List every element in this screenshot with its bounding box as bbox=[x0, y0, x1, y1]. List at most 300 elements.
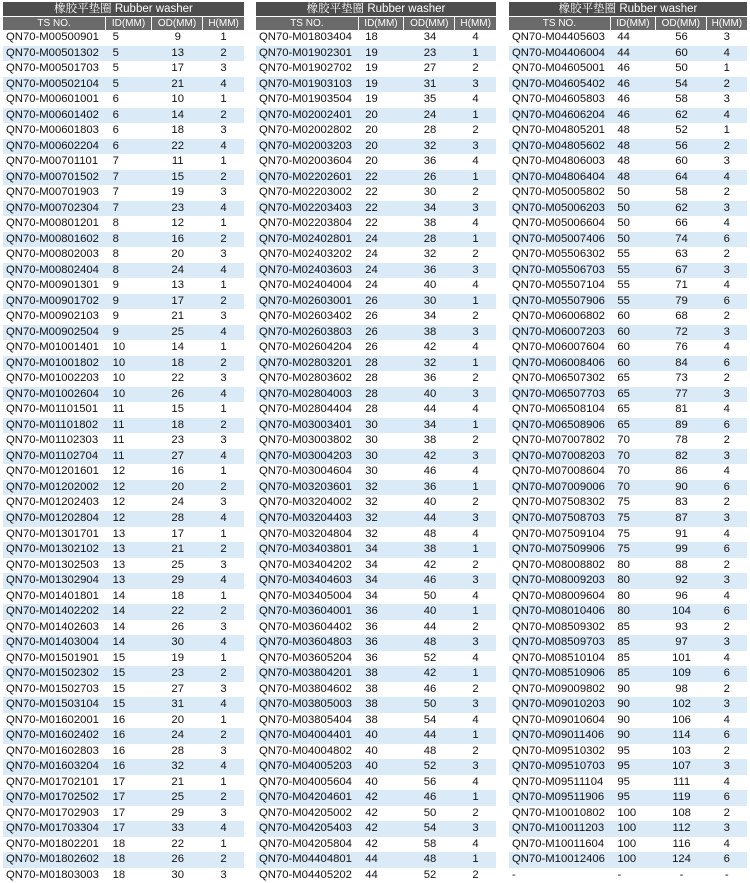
table-body bbox=[3, 30, 244, 883]
table-cell: QN70-M03003401 bbox=[259, 418, 352, 431]
table-cell: 32 bbox=[171, 760, 184, 773]
table-cell: 6 bbox=[723, 605, 730, 618]
table-cell: 16 bbox=[171, 465, 184, 478]
table-cell: 90 bbox=[675, 480, 688, 493]
table-row bbox=[509, 713, 747, 729]
table-cell: 72 bbox=[675, 325, 688, 338]
table-cell: 81 bbox=[675, 403, 688, 416]
table-cell: 4 bbox=[723, 217, 730, 230]
table-cell: 60 bbox=[675, 155, 688, 168]
table-cell: QN70-M08009203 bbox=[512, 574, 605, 587]
table-cell: 38 bbox=[365, 713, 378, 726]
table-cell: QN70-M04606204 bbox=[512, 108, 605, 121]
table-cell: QN70-M00501302 bbox=[6, 46, 99, 59]
table-cell: 27 bbox=[171, 682, 184, 695]
table-cell: 2 bbox=[220, 170, 227, 183]
table-cell: 12 bbox=[112, 496, 126, 509]
table-row bbox=[256, 775, 496, 791]
table-cell: QN70-M01102303 bbox=[6, 434, 99, 447]
table-cell: 95 bbox=[617, 760, 630, 773]
table-cell: 96 bbox=[675, 589, 688, 602]
table-cell: QN70-M02203002 bbox=[259, 186, 352, 199]
table-cell: 119 bbox=[672, 791, 691, 804]
table-cell: 3 bbox=[472, 139, 479, 152]
table-cell: 82 bbox=[675, 449, 688, 462]
table-cell: 22 bbox=[365, 170, 378, 183]
table-cell: 13 bbox=[112, 527, 126, 540]
table-cell: 2 bbox=[472, 248, 479, 261]
table-row bbox=[256, 77, 496, 93]
table-cell: 52 bbox=[675, 124, 688, 137]
table-cell: QN70-M10010802 bbox=[512, 806, 605, 819]
table-cell: 4 bbox=[472, 589, 479, 602]
table-cell: 19 bbox=[171, 651, 184, 664]
table-row bbox=[509, 449, 747, 465]
table-cell: QN70-M03004203 bbox=[259, 449, 352, 462]
table-row bbox=[256, 542, 496, 558]
table-cell: 38 bbox=[423, 325, 437, 338]
table-cell: 11 bbox=[171, 155, 184, 168]
table-row bbox=[256, 728, 496, 744]
table-cell: 46 bbox=[617, 93, 630, 106]
table-cell: 28 bbox=[365, 372, 378, 385]
table-cell: 108 bbox=[672, 806, 691, 819]
column-header: TS NO. bbox=[3, 17, 106, 30]
table-cell: 2 bbox=[472, 186, 479, 199]
table-cell: 60 bbox=[617, 356, 630, 369]
table-cell: 56 bbox=[675, 139, 688, 152]
table-cell: 90 bbox=[617, 698, 630, 711]
table-row bbox=[3, 480, 244, 496]
table-cell: 34 bbox=[423, 310, 437, 323]
table-cell: QN70-M07509104 bbox=[512, 527, 605, 540]
table-cell: 2 bbox=[220, 46, 227, 59]
table-cell: QN70-M01302102 bbox=[6, 543, 99, 556]
table-row bbox=[509, 759, 747, 775]
table-cell: QN70-M03405004 bbox=[259, 589, 352, 602]
table-row bbox=[509, 744, 747, 760]
table-row bbox=[3, 558, 244, 574]
table-row bbox=[509, 371, 747, 387]
table-row bbox=[3, 139, 244, 155]
table-cell: 14 bbox=[112, 620, 126, 633]
table-cell: 13 bbox=[171, 279, 184, 292]
table-cell: QN70-M07509906 bbox=[512, 543, 605, 556]
table-cell: 73 bbox=[675, 372, 688, 385]
table-cell: 2 bbox=[472, 124, 479, 137]
table-cell: 3 bbox=[472, 511, 479, 524]
table-cell: 65 bbox=[617, 418, 630, 431]
table-cell: 28 bbox=[423, 232, 437, 245]
table-cell: QN70-M08510906 bbox=[512, 667, 605, 680]
table-cell: 19 bbox=[365, 93, 378, 106]
table-row bbox=[256, 806, 496, 822]
table-cell: 70 bbox=[617, 449, 630, 462]
table-cell: 12 bbox=[112, 511, 126, 524]
table-cell: 92 bbox=[675, 574, 688, 587]
table-row bbox=[509, 651, 747, 667]
table-cell: 17 bbox=[112, 791, 126, 804]
table-cell: QN70-M01702101 bbox=[6, 775, 99, 788]
table-cell: 6 bbox=[112, 93, 119, 106]
table-cell: QN70-M03604001 bbox=[259, 605, 352, 618]
table-cell: QN70-M00501703 bbox=[6, 62, 99, 75]
table-cell: 42 bbox=[365, 822, 378, 835]
table-cell: 42 bbox=[423, 341, 437, 354]
table-body bbox=[256, 30, 496, 883]
table-cell: QN70-M01802201 bbox=[6, 837, 99, 850]
table-cell: QN70-M02804404 bbox=[259, 403, 352, 416]
table-cell: QN70-M01902702 bbox=[259, 62, 352, 75]
table-cell: QN70-M00902103 bbox=[6, 310, 99, 323]
table-cell: 21 bbox=[171, 543, 184, 556]
table-cell: QN70-M00601803 bbox=[6, 124, 99, 137]
table-cell: 3 bbox=[220, 434, 227, 447]
table-row bbox=[3, 837, 244, 853]
table-row bbox=[256, 527, 496, 543]
table-row bbox=[3, 108, 244, 124]
table-cell: QN70-M05007406 bbox=[512, 232, 605, 245]
table-cell: 1 bbox=[220, 341, 227, 354]
table-row bbox=[509, 92, 747, 108]
table-cell: QN70-M03804602 bbox=[259, 682, 352, 695]
table-cell: 1 bbox=[220, 775, 227, 788]
table-cell: QN70-M02403603 bbox=[259, 263, 352, 276]
table-cell: QN70-M01602001 bbox=[6, 713, 99, 726]
table-title: 橡胶平垫圈 Rubber washer bbox=[509, 2, 747, 16]
table-cell: QN70-M08010406 bbox=[512, 605, 605, 618]
table-cell: QN70-M04004802 bbox=[259, 744, 352, 757]
table-cell: 42 bbox=[365, 791, 378, 804]
table-cell: 67 bbox=[675, 263, 688, 276]
table-row bbox=[256, 852, 496, 868]
table-cell: 4 bbox=[472, 527, 479, 540]
table-cell: 1 bbox=[220, 31, 227, 43]
table-row bbox=[256, 790, 496, 806]
table-cell: 101 bbox=[672, 651, 691, 664]
table-cell: 32 bbox=[365, 496, 378, 509]
table-row bbox=[509, 418, 747, 434]
table-cell: 9 bbox=[112, 279, 119, 292]
table-row bbox=[256, 247, 496, 263]
table-row bbox=[3, 92, 244, 108]
column-header: TS NO. bbox=[256, 17, 359, 30]
table-cell: 4 bbox=[220, 511, 227, 524]
table-row bbox=[509, 558, 747, 574]
table-cell: QN70-M09010604 bbox=[512, 713, 605, 726]
table-cell: 4 bbox=[723, 465, 730, 478]
table-cell: 15 bbox=[112, 651, 126, 664]
table-cell: 13 bbox=[112, 558, 126, 571]
table-cell: 63 bbox=[675, 248, 688, 261]
table-cell: 20 bbox=[365, 124, 378, 137]
table-cell: 56 bbox=[423, 775, 437, 788]
table-cell: QN70-M09510302 bbox=[512, 744, 605, 757]
table-cell: QN70-M00901301 bbox=[6, 279, 99, 292]
table-cell: 4 bbox=[220, 636, 227, 649]
table-cell: 36 bbox=[423, 372, 437, 385]
table-cell: 62 bbox=[675, 201, 688, 214]
table-row bbox=[3, 852, 244, 868]
table-cell: 90 bbox=[617, 682, 630, 695]
table-cell: 38 bbox=[365, 682, 378, 695]
table-cell: 19 bbox=[365, 46, 378, 59]
table-cell: 70 bbox=[617, 465, 630, 478]
table-cell: 55 bbox=[617, 248, 630, 261]
table-cell: 34 bbox=[365, 574, 378, 587]
table-cell: 4 bbox=[220, 574, 227, 587]
column-header: ID(MM) bbox=[106, 17, 152, 30]
table-row bbox=[256, 139, 496, 155]
table-cell: 15 bbox=[112, 682, 126, 695]
table-cell: 18 bbox=[112, 837, 126, 850]
table-cell: QN70-M08509302 bbox=[512, 620, 605, 633]
table-cell: QN70-M06008406 bbox=[512, 356, 605, 369]
table-cell: 2 bbox=[220, 480, 227, 493]
table-cell: 4 bbox=[723, 527, 730, 540]
table-cell: QN70-M04805602 bbox=[512, 139, 605, 152]
table-cell: 19 bbox=[171, 186, 184, 199]
table-cell: QN70-M02402801 bbox=[259, 232, 352, 245]
table-cell: 1 bbox=[472, 46, 479, 59]
table-row bbox=[3, 325, 244, 341]
table-row bbox=[509, 185, 747, 201]
table-cell: 17 bbox=[171, 62, 184, 75]
table-cell: - bbox=[679, 868, 684, 881]
table-cell: 2 bbox=[723, 77, 730, 90]
table-cell: QN70-M07009006 bbox=[512, 480, 605, 493]
table-row bbox=[509, 232, 747, 248]
table-cell: QN70-M00601402 bbox=[6, 108, 99, 121]
table-row bbox=[256, 837, 496, 853]
table-cell: 11 bbox=[112, 403, 125, 416]
table-cell: QN70-M05006604 bbox=[512, 217, 605, 230]
table-row bbox=[509, 108, 747, 124]
table-row bbox=[509, 77, 747, 93]
table-cell: QN70-M03403801 bbox=[259, 543, 352, 556]
table-cell: 4 bbox=[472, 217, 479, 230]
table-cell: 2 bbox=[723, 372, 730, 385]
table-cell: QN70-M08509703 bbox=[512, 636, 605, 649]
table-row bbox=[509, 123, 747, 139]
table-cell: 2 bbox=[472, 310, 479, 323]
table-cell: 24 bbox=[171, 496, 184, 509]
table-cell: 38 bbox=[423, 217, 437, 230]
table-row bbox=[256, 371, 496, 387]
column-header: H(MM) bbox=[711, 18, 743, 29]
table-cell: 2 bbox=[723, 434, 730, 447]
table-cell: QN70-M01301701 bbox=[6, 527, 99, 540]
table-cell: QN70-M01101501 bbox=[6, 403, 99, 416]
table-cell: 1 bbox=[472, 480, 479, 493]
table-cell: 2 bbox=[220, 667, 227, 680]
table-cell: 2 bbox=[220, 791, 227, 804]
table-cell: 22 bbox=[171, 605, 184, 618]
table-cell: QN70-M00802404 bbox=[6, 263, 99, 276]
table-cell: 3 bbox=[723, 698, 730, 711]
table-cell: 14 bbox=[171, 108, 184, 121]
table-cell: 32 bbox=[423, 248, 437, 261]
table-body bbox=[509, 30, 747, 883]
table-cell: 4 bbox=[723, 108, 730, 121]
table-cell: QN70-M01403004 bbox=[6, 636, 99, 649]
table-row bbox=[3, 371, 244, 387]
table-cell: 30 bbox=[171, 868, 184, 881]
table-row bbox=[256, 480, 496, 496]
table-cell: 1 bbox=[723, 124, 730, 137]
table-cell: 46 bbox=[617, 108, 630, 121]
table-cell: QN70-M01202403 bbox=[6, 496, 99, 509]
table-cell: 6 bbox=[723, 853, 730, 866]
rubber-washer-spec-sheet bbox=[3, 2, 747, 881]
table-cell: QN70-M04204601 bbox=[259, 791, 352, 804]
table-cell: 93 bbox=[675, 620, 688, 633]
table-cell: 91 bbox=[675, 527, 688, 540]
table-row bbox=[509, 154, 747, 170]
table-row bbox=[3, 294, 244, 310]
table-cell: QN70-M06507302 bbox=[512, 372, 605, 385]
table-row bbox=[509, 340, 747, 356]
table-cell: QN70-M04605402 bbox=[512, 77, 605, 90]
table-row bbox=[3, 790, 244, 806]
table-row bbox=[509, 46, 747, 62]
table-cell: 20 bbox=[171, 713, 184, 726]
table-cell: QN70-M05506302 bbox=[512, 248, 605, 261]
table-row bbox=[256, 46, 496, 62]
table-cell: 114 bbox=[672, 729, 691, 742]
table-cell: 60 bbox=[617, 310, 630, 323]
table-cell: QN70-M01101802 bbox=[6, 418, 99, 431]
table-row bbox=[509, 542, 747, 558]
table-cell: 32 bbox=[365, 511, 378, 524]
table-row bbox=[256, 30, 496, 46]
table-cell: 4 bbox=[472, 31, 479, 43]
table-cell: 4 bbox=[220, 77, 227, 90]
table-cell: QN70-M02803602 bbox=[259, 372, 352, 385]
table-header bbox=[3, 16, 244, 30]
table-row bbox=[256, 666, 496, 682]
table-row bbox=[509, 278, 747, 294]
table-cell: 3 bbox=[723, 263, 730, 276]
table-cell: 32 bbox=[423, 356, 437, 369]
table-cell: 18 bbox=[171, 356, 184, 369]
table-row bbox=[509, 402, 747, 418]
table-row bbox=[509, 821, 747, 837]
table-cell: QN70-M09511906 bbox=[512, 791, 605, 804]
table-cell: 62 bbox=[675, 108, 688, 121]
table-row bbox=[3, 46, 244, 62]
table-cell: 90 bbox=[617, 729, 630, 742]
table-cell: 2 bbox=[220, 232, 227, 245]
table-cell: QN70-M10011604 bbox=[512, 837, 605, 850]
table-cell: QN70-M07007802 bbox=[512, 434, 605, 447]
table-cell: 4 bbox=[723, 341, 730, 354]
table-cell: 2 bbox=[220, 356, 227, 369]
table-cell: 1 bbox=[472, 108, 479, 121]
table-cell: QN70-M09009802 bbox=[512, 682, 605, 695]
table-cell: 3 bbox=[723, 325, 730, 338]
table-cell: 1 bbox=[220, 155, 227, 168]
table-cell: 97 bbox=[675, 636, 688, 649]
table-cell: 60 bbox=[617, 341, 630, 354]
table-cell: 24 bbox=[171, 729, 184, 742]
table-cell: 4 bbox=[472, 155, 479, 168]
table-cell: QN70-M03404202 bbox=[259, 558, 352, 571]
table-row bbox=[3, 806, 244, 822]
table-cell: QN70-M00901702 bbox=[6, 294, 99, 307]
table-cell: 2 bbox=[723, 496, 730, 509]
washer-table-2 bbox=[256, 2, 496, 883]
table-row bbox=[3, 775, 244, 791]
table-cell: 40 bbox=[423, 605, 437, 618]
table-cell: 89 bbox=[675, 418, 688, 431]
table-cell: 4 bbox=[472, 837, 479, 850]
table-cell: 3 bbox=[472, 387, 479, 400]
table-row bbox=[3, 821, 244, 837]
table-cell: 116 bbox=[672, 837, 691, 850]
table-row bbox=[3, 651, 244, 667]
table-cell: 30 bbox=[365, 449, 378, 462]
table-cell: 79 bbox=[675, 294, 688, 307]
table-header bbox=[509, 16, 747, 30]
table-cell: 75 bbox=[617, 496, 630, 509]
table-cell: 6 bbox=[723, 667, 730, 680]
table-cell: QN70-M06007604 bbox=[512, 341, 605, 354]
table-cell: 2 bbox=[220, 418, 227, 431]
table-cell: 1 bbox=[472, 791, 479, 804]
table-cell: 44 bbox=[617, 31, 630, 43]
table-cell: 40 bbox=[365, 775, 378, 788]
table-cell: QN70-M09510703 bbox=[512, 760, 605, 773]
table-cell: QN70-M02403202 bbox=[259, 248, 352, 261]
table-cell: 40 bbox=[423, 496, 437, 509]
table-row bbox=[3, 728, 244, 744]
table-row bbox=[256, 309, 496, 325]
table-cell: 2 bbox=[723, 806, 730, 819]
table-cell: 11 bbox=[112, 418, 125, 431]
table-cell: 48 bbox=[617, 170, 630, 183]
table-row bbox=[256, 325, 496, 341]
table-cell: 22 bbox=[365, 217, 378, 230]
table-cell: - bbox=[724, 868, 729, 881]
table-cell: QN70-M01702502 bbox=[6, 791, 99, 804]
table-cell: 2 bbox=[220, 543, 227, 556]
table-cell: 16 bbox=[112, 729, 126, 742]
table-cell: 64 bbox=[675, 170, 688, 183]
table-cell: 14 bbox=[171, 341, 184, 354]
table-row bbox=[3, 309, 244, 325]
table-cell: 4 bbox=[472, 465, 479, 478]
table-cell: QN70-M01302904 bbox=[6, 574, 99, 587]
table-cell: 3 bbox=[220, 310, 227, 323]
table-cell: QN70-M01501901 bbox=[6, 651, 99, 664]
table-row bbox=[3, 433, 244, 449]
table-cell: 28 bbox=[365, 387, 378, 400]
table-cell: QN70-M01803003 bbox=[6, 868, 99, 881]
table-cell: 2 bbox=[220, 853, 227, 866]
table-cell: 4 bbox=[220, 325, 227, 338]
table-row bbox=[256, 604, 496, 620]
table-cell: 95 bbox=[617, 791, 630, 804]
table-cell: 9 bbox=[174, 31, 181, 43]
table-cell: 26 bbox=[171, 620, 184, 633]
table-cell: 6 bbox=[723, 418, 730, 431]
table-row bbox=[256, 511, 496, 527]
table-cell: 80 bbox=[617, 589, 630, 602]
table-cell: 100 bbox=[617, 806, 637, 819]
table-cell: 86 bbox=[675, 465, 688, 478]
table-row bbox=[256, 402, 496, 418]
